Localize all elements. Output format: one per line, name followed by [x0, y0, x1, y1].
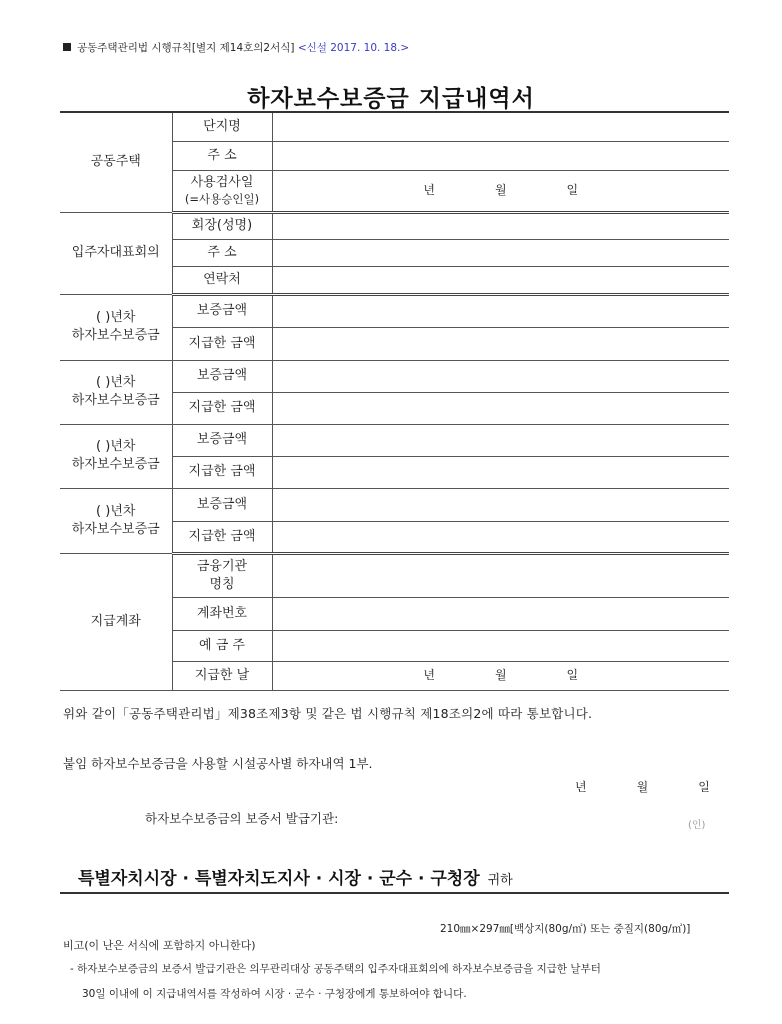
paid-amount-field[interactable]: [272, 521, 729, 553]
guarantee-label: 하자보수보증금: [71, 521, 160, 537]
inspection-date-label-main: 사용검사일: [190, 174, 254, 190]
remarks-title: 비고(이 난은 서식에 포함하지 아니한다): [63, 939, 256, 952]
guarantee-amount-label: 보증금액: [172, 360, 272, 392]
year-unit: 년: [423, 183, 435, 198]
seal-mark: (인): [688, 820, 706, 831]
new-establishment-mark: <신설 2017. 10. 18.>: [297, 42, 410, 54]
account-number-label: 계좌번호: [172, 597, 272, 630]
paid-amount-field[interactable]: [272, 327, 729, 360]
guarantee-label: 하자보수보증금: [71, 457, 160, 472]
guarantee-block-2-label: [60, 360, 172, 424]
bank-name-label-line2: 명칭: [209, 576, 235, 592]
paid-amount-label: 지급한 금액: [172, 521, 272, 553]
remarks-line-1: - 하자보수보증금의 보증서 발급기관은 의무관리대상 공동주택의 입주자대표회의에 하자보수보증금을 지급한 날부터: [70, 963, 601, 975]
payment-date-label: 지급한 날: [172, 661, 272, 690]
guarantee-amount-label: 보증금액: [172, 424, 272, 456]
form-reference-text: 공동주택관리법 시행규칙[별지 제14호의2서식]: [77, 42, 295, 54]
attachment-line: 붙임 하자보수보증금을 사용할 시설공사별 하자내역 1부.: [63, 756, 373, 771]
bank-name-label: [172, 553, 272, 597]
account-section-label: 지급계좌: [60, 553, 172, 690]
paper-spec: 210㎜×297㎜[백상지(80g/㎡) 또는 중질지(80g/㎡)]: [440, 923, 691, 935]
guarantee-block-1-label: [60, 294, 172, 360]
guarantee-year-label: ( )년차: [96, 310, 136, 326]
form-reference-note: [63, 40, 409, 55]
notice-statement: 위와 같이「공동주택관리법」제38조제3항 및 같은 법 시행규칙 제18조의2에 따라 통보합니다.: [63, 706, 593, 721]
council-address-label: 주 소: [172, 239, 272, 266]
guarantee-year-label: ( )년차: [96, 503, 136, 519]
recipient-line: [78, 864, 513, 889]
council-section-label: 입주자대표회의: [60, 212, 172, 294]
complex-name-field[interactable]: [272, 112, 729, 141]
guarantee-year-label: ( )년차: [96, 375, 136, 391]
complex-section-label: 공동주택: [60, 112, 172, 212]
council-address-field[interactable]: [272, 239, 729, 266]
year-unit: 년: [423, 668, 435, 683]
inspection-date-label-sub: (=사용승인일): [184, 191, 260, 206]
paid-amount-label: 지급한 금액: [172, 327, 272, 360]
account-number-field[interactable]: [272, 597, 729, 630]
account-holder-label: 예 금 주: [172, 630, 272, 661]
guarantee-amount-field[interactable]: [272, 360, 729, 392]
recipient-text: 특별자치시장 · 특별자치도지사 · 시장 · 군수 · 구청장: [78, 869, 480, 889]
complex-address-label: 주 소: [172, 141, 272, 170]
recipient-suffix: 귀하: [487, 873, 513, 888]
account-holder-field[interactable]: [272, 630, 729, 661]
payment-date-field[interactable]: [272, 661, 729, 690]
day-unit: 일: [566, 183, 579, 198]
guarantee-amount-field[interactable]: [272, 294, 729, 327]
complex-address-field[interactable]: [272, 141, 729, 170]
month-unit: 월: [494, 183, 507, 198]
chair-name-field[interactable]: [272, 212, 729, 239]
year-unit: 년: [575, 780, 587, 794]
form-table: [60, 111, 729, 691]
guarantee-block-3-label: [60, 424, 172, 488]
submission-date: [575, 778, 710, 795]
inspection-date-field[interactable]: [272, 170, 729, 212]
complex-name-label: 단지명: [172, 112, 272, 141]
council-contact-field[interactable]: [272, 266, 729, 294]
page-title: 하자보수보증금 지급내역서: [247, 86, 535, 112]
bottom-divider: [60, 892, 729, 894]
month-unit: 월: [494, 668, 507, 683]
issuer-label: 하자보수보증금의 보증서 발급기관:: [145, 811, 339, 826]
guarantee-year-label: ( )년차: [96, 439, 136, 455]
chair-name-label: 회장(성명): [172, 212, 272, 239]
guarantee-amount-label: 보증금액: [172, 488, 272, 521]
guarantee-label: 하자보수보증금: [71, 328, 160, 343]
day-unit: 일: [566, 668, 579, 683]
month-unit: 월: [636, 780, 649, 794]
paid-amount-field[interactable]: [272, 392, 729, 424]
bank-name-field[interactable]: [272, 553, 729, 597]
guarantee-amount-field[interactable]: [272, 488, 729, 521]
remarks-line-2: 30일 이내에 이 지급내역서를 작성하여 시장 · 군수 · 구청장에게 통보하여야 합니다.: [82, 988, 467, 1000]
inspection-date-label: [172, 170, 272, 212]
guarantee-amount-label: 보증금액: [172, 294, 272, 327]
paid-amount-field[interactable]: [272, 456, 729, 488]
guarantee-amount-field[interactable]: [272, 424, 729, 456]
paid-amount-label: 지급한 금액: [172, 392, 272, 424]
paid-amount-label: 지급한 금액: [172, 456, 272, 488]
square-bullet-icon: [63, 43, 71, 51]
guarantee-block-4-label: [60, 488, 172, 553]
day-unit: 일: [698, 780, 710, 794]
council-contact-label: 연락처: [172, 266, 272, 294]
guarantee-label: 하자보수보증금: [71, 393, 160, 408]
bank-name-label-line1: 금융기관: [196, 558, 248, 574]
